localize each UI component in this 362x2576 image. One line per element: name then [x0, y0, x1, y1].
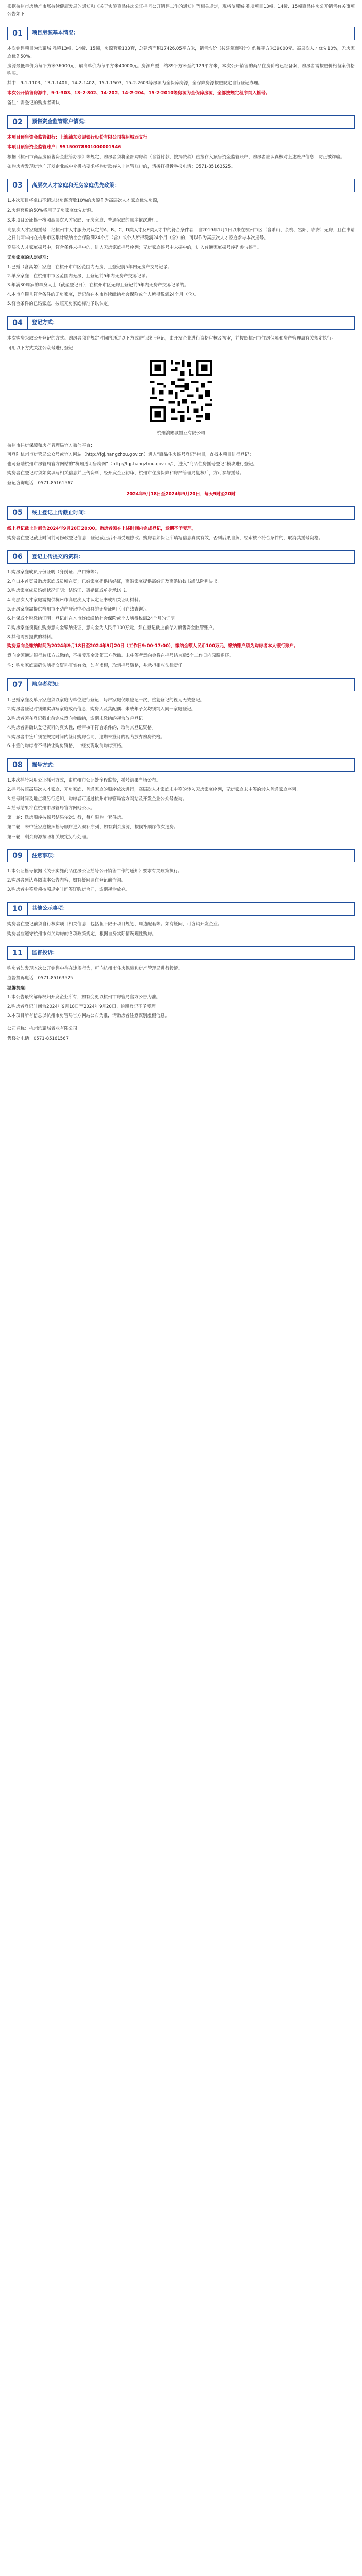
section-03-p6: 无房家庭的认定标准： [7, 255, 52, 260]
section-08-p1: 第一轮：选房顺序按摇号结果依次进行，每户限购一套住房。 [7, 815, 126, 820]
section-10-p2: 购房者应遵守杭州市有关购房的各项政策规定，根据自身实际情况理性购房。 [7, 931, 157, 937]
list-item: 2.单身家庭：在杭州市市区范围内无房，且登记前5年内无房产交易记录； [7, 274, 151, 279]
section-title: 登记上传提交的资料： [28, 550, 355, 564]
section-04-p3: 购房者在登记时须如实填写相关信息并上传资料，经开发企业初审、杭州市住房保障和房产管理局复核后，方可参与摇号。 [7, 471, 244, 476]
section-02-p2: 如购房者发现房地产开发企业或中介机构要求将购房款存入非监管账户的，请拨打投诉举报电话：0571-85163525。 [7, 164, 235, 170]
list-item: 可登陆杭州市房管局公众号或官方网站（http://fgj.hangzhou.gov.cn）进入“商品住房摇号登记”栏目，查找本项目进行登记； [7, 452, 254, 458]
section-number: 04 [7, 316, 28, 330]
section-01-highlight: 本次公开销售房源中，9-1-303、13-2-802、14-202、14-2-204、15-2-2010等房源为全保障房源，全部按规定程序纳入摇号。 [7, 91, 270, 96]
list-item: 3.年满30周岁的单身人士（截至登记日），在杭州市区无房且登记前5年内无房产交易记录的。 [7, 283, 189, 289]
section-title: 其他公示事项： [28, 902, 355, 916]
list-item: 4.购房者需确认登记资料的真实性，经审核不符合条件的，取消其登记资格。 [7, 725, 156, 731]
section-08-header [7, 758, 355, 772]
list-item: 2.户口本首页及购房家庭成员所在页；已婚家庭提供结婚证，离婚家庭提供离婚证及离婚协议书或法院判决书。 [7, 579, 222, 585]
list-item: 3.购房者须在登记截止前完成意向金缴纳，逾期未缴纳的视为放弃登记。 [7, 716, 147, 721]
section-08-p2: 第二轮：未中签家庭按照摇号顺序进入候补序列，如有剩余房源，按候补顺序依次选房。 [7, 824, 178, 830]
section-number: 11 [7, 946, 28, 960]
section-10-header [7, 902, 355, 916]
section-number: 01 [7, 27, 28, 40]
section-01-note: 备注：需登记的购房者确认 [7, 100, 60, 106]
list-item: 2.摇号按照高层次人才家庭、无房家庭、普通家庭的顺序依次进行，高层次人才家庭未中签的转入无房家庭序列，无房家庭未中签的转入普通家庭序列。 [7, 787, 301, 793]
list-item: 3.摇号时间及地点将另行通知，购房者可通过杭州市房管局官方网站及开发企业公众号查询。 [7, 796, 187, 802]
section-title: 注意事项： [28, 849, 355, 862]
escrow-account: 本项目预售资金监管账户：95150078801000001946 [7, 144, 121, 150]
section-10-p1: 购房者在登记前须自行核实项目相关信息，包括但不限于项目规划、周边配套等。如有疑问，可咨询开发企业。 [7, 922, 222, 927]
section-01-p3: 其中：9-1-1103、13-1-1401、14-2-1402、15-1-1503、15-2-2603等房源为全保障房源，全保障房源按照规定自行登记办理。 [7, 81, 263, 87]
required-documents-list [7, 569, 355, 641]
reminder-list [7, 994, 355, 1020]
list-item: 3.购房者中签后须按照规定时间签订购房合同，逾期视为放弃。 [7, 887, 130, 893]
section-number: 03 [7, 179, 28, 192]
list-item: 6.社保或个税缴纳证明：登记前在本市连续缴纳社会保险或个人所得税满24个月的证明。 [7, 616, 179, 621]
section-number: 05 [7, 506, 28, 520]
list-item: 2.购房者登记时间为2024年9月18日至2024年9月20日，逾期登记不予受理。 [7, 1004, 160, 1010]
section-03-p3: 3.本项目公证摇号按照高层次人才家庭、无房家庭、普通家庭的顺序依次进行。 [7, 218, 161, 224]
sales-phone: 售楼处电话：0571-85161567 [7, 1036, 69, 1041]
section-title: 预售资金监管账户情况： [28, 115, 355, 129]
section-06-header [7, 550, 355, 564]
section-04-header [7, 316, 355, 330]
qr-code-icon[interactable] [147, 358, 215, 425]
buyer-notice-list [7, 697, 355, 750]
precautions-list [7, 868, 355, 894]
list-item: 5.符合条件的已婚家庭，按照无房家庭标准予以认定。 [7, 301, 112, 307]
list-item: 1.本公证摇号依据《关于实施商品住房公证摇号公开销售工作的通知》要求有关政策执行。 [7, 869, 183, 874]
list-item: 4.高层次人才家庭需提供杭州市高层次人才认定证书或相关证明材料。 [7, 598, 143, 603]
section-number: 07 [7, 678, 28, 691]
list-item: 8.其他需要提供的材料。 [7, 634, 56, 640]
list-item: 6.中签的购房者不得转让购房资格，一经发现取消购房资格。 [7, 743, 126, 749]
section-title: 高层次人才家庭和无房家庭优先政策： [28, 179, 355, 192]
section-07-header [7, 678, 355, 691]
section-11-p2: 监督投诉电话：0571-85163525 [7, 975, 73, 981]
section-11-p1: 购房者如发现本次公开销售中存在违规行为，可向杭州市住房保障和房产管理局进行投诉。 [7, 965, 183, 971]
list-item: 杭州市住房保障和房产管理局官方微信平台； [7, 443, 95, 449]
qr-code-wrapper [7, 358, 355, 428]
section-number: 02 [7, 115, 28, 129]
list-item: 5.购房者中签后须在规定时间内签订购房合同，逾期未签订的视为放弃购房资格。 [7, 734, 165, 740]
section-04-p1: 本次购房采取公开登记的方式。购房者须在规定时间内通过以下方式进行线上登记，由开发企业进行资格审核及初审，并按照杭州市住房保障和房产管理局有关规定执行。 [7, 335, 336, 341]
section-02-header [7, 115, 355, 129]
list-item: 4.摇号结果将在杭州市房管局官方网站公示。 [7, 805, 95, 811]
section-title: 摇号方式： [28, 758, 355, 772]
section-01-p1: 本次销售项目为滨耀城·雅境13幢、14幢、15幢，房源套数133套，总建筑面积17426.05平方米，销售均价（按建筑面积计）约每平方米39000元。高层次人才优先10%，无房家庭优先50%。 [7, 46, 355, 59]
list-item: 3.购房家庭成员婚姻状况证明：结婚证、离婚证或单身承诺书。 [7, 588, 130, 594]
section-01-header [7, 27, 355, 40]
qr-caption: 杭州滨耀城置业有限公司 [157, 430, 205, 436]
lottery-method-list [7, 777, 355, 812]
section-02-p1: 根据《杭州市商品房预售资金监管办法》等规定，购房者须将全部购房款（含首付款、按揭贷款）直接存入预售资金监管账户，购房者应认真核对上述账户信息，防止被诈骗。 [7, 154, 345, 160]
section-03-header [7, 179, 355, 192]
section-03-p1: 1.本次项目将拿出不超过总房源套数10%的房源作为高层次人才家庭优先房源， [7, 198, 162, 204]
no-house-criteria-list [7, 264, 355, 308]
section-03-p2: 2.房源套数的50%将用于无房家庭优先房源。 [7, 208, 96, 214]
list-item: 2.购房者须认真阅读本公告内容，如有疑问请在登记前咨询。 [7, 878, 126, 884]
list-item: 3.本项目所有信息以杭州市房管局官方网站公布为准，请购房者注意甄别虚假信息。 [7, 1013, 170, 1019]
section-05-p1: 线上登记截止时间为2024年9月20日20:00。购房者须在上述时间内完成登记，逾期不予受理。 [7, 526, 196, 531]
list-item: 1.本次摇号采用公证摇号方式，由杭州市公证处全程监督，摇号结果当场公布。 [7, 778, 161, 784]
list-item: 1.已婚家庭及单身家庭须以家庭为单位进行登记，每户家庭仅限登记一次，重复登记的视为无效登记。 [7, 698, 205, 703]
list-item: 1.已婚（含离婚）家庭：在杭州市市区范围内无房，且登记前5年内无房产交易记录； [7, 264, 172, 270]
section-03-p5: 高层次人才家庭摇号中，符合条件未摇中的，进入无房家庭摇号序列；无房家庭摇号中未摇中的，进入普通家庭摇号序列参与摇号。 [7, 245, 262, 250]
section-11-header [7, 946, 355, 960]
list-item: 也可登陆杭州市房管局官方网站的“杭州透明售房网”（http://fgj.hangzhou.gov.cn/），进入“商品住房摇号登记”模块进行登记。 [7, 462, 257, 467]
section-05-header [7, 506, 355, 520]
list-item: 5.无房家庭需提供杭州市不动产登记中心出具的无房证明（可在线查询）。 [7, 606, 150, 612]
section-04-p4: 登记咨询电话：0571-85161567 [7, 480, 73, 486]
section-01-p2: 房源最低单价为每平方米36000元，最高单价为每平方米40000元。房源户型：约89平方米至约129平方米，本次公开销售的商品住房价格已经备案，购房者需按照价格备案价格购买。 [7, 63, 355, 77]
registration-methods-list [7, 442, 355, 468]
company-name: 公司名称：杭州滨耀城置业有限公司 [7, 1026, 78, 1031]
section-number: 10 [7, 902, 28, 916]
section-title: 购房者须知： [28, 678, 355, 691]
section-11-p3: 温馨提醒： [7, 985, 29, 991]
list-item: 4.本市户籍且符合条件的无房家庭，登记前在本市连续缴纳社会保险或个人所得税满24个月（含）。 [7, 292, 199, 298]
section-09-header [7, 849, 355, 862]
section-06-p3: 注：购房家庭需确认所提交资料真实有效，如有虚假，取消摇号资格，并承担相应法律责任。 [7, 663, 187, 669]
intro-paragraph: 根据杭州市房地产市场持续健康发展的通知和《关于实施商品住房公证摇号公开销售工作的通知》等相关规定，现将滨耀城·雅境项目13幢、14幢、15幢商品住房公开销售有关事项公告如下： [7, 4, 355, 17]
section-06-p1: 购房意向金缴纳时间为2024年9月18日至2024年9月20日（工作日9:00-17:00），缴纳金额人民币100万元，缴纳账户须为购房者本人银行账户。 [7, 643, 299, 649]
section-06-p2: 意向金须通过银行转账方式缴纳，不接受现金及第三方代缴。未中签者意向金将在摇号结束后5个工作日内原路退还。 [7, 653, 234, 659]
section-03-p4: 高层次人才家庭摇号：经杭州市人才服务局认定的A、B、C、D类人才及E类人才中的符合条件者，自2019年1月1日以来在杭州市区（含萧山、余杭、富阳、临安）无房，且在申请之日前两年内在杭州市区累计缴纳社会保险满24个月（含）或个人所得税满24个月（含）的，可以作为高层次人才家庭参与本次摇号。 [7, 228, 355, 241]
escrow-bank: 本项目预售资金监管银行：上海浦东发展银行股份有限公司杭州城西支行 [7, 134, 148, 140]
section-05-p2: 购房者在登记截止时间前可修改登记信息，登记截止后不再受理修改。购房者须保证所填写信息真实有效，否则后果自负，经审核不符合条件的，取消其摇号资格。 [7, 535, 323, 541]
section-title: 项目房源基本情况： [28, 27, 355, 40]
list-item: 1.购房家庭成员身份证明（身份证、户口簿等）。 [7, 570, 102, 575]
section-title: 线上登记上传截止时间： [28, 506, 355, 520]
registration-dates: 2024年9月18日至2024年9月20日，每天9时至20时 [126, 491, 236, 497]
section-number: 06 [7, 550, 28, 564]
section-number: 09 [7, 849, 28, 862]
footer [7, 1025, 355, 1043]
section-number: 08 [7, 758, 28, 772]
list-item: 7.购房家庭须提供购房意向金缴纳凭证，意向金为人民币100万元，须在登记截止前存入预售资金监管账户。 [7, 625, 217, 631]
section-title: 监督投诉： [28, 946, 355, 960]
section-04-p2: 可用以下方式关注公众号进行登记： [7, 345, 78, 351]
section-08-p3: 第三轮：剩余房源按照相关规定另行处理。 [7, 834, 91, 840]
section-title: 登记方式： [28, 316, 355, 330]
list-item: 2.购房者登记时须如实填写家庭成员信息，购房人及其配偶、未成年子女均须纳入同一家庭登记。 [7, 706, 196, 712]
list-item: 1.本公告最终解释权归开发企业所有，如有变更以杭州市房管局官方公告为准。 [7, 995, 161, 1001]
